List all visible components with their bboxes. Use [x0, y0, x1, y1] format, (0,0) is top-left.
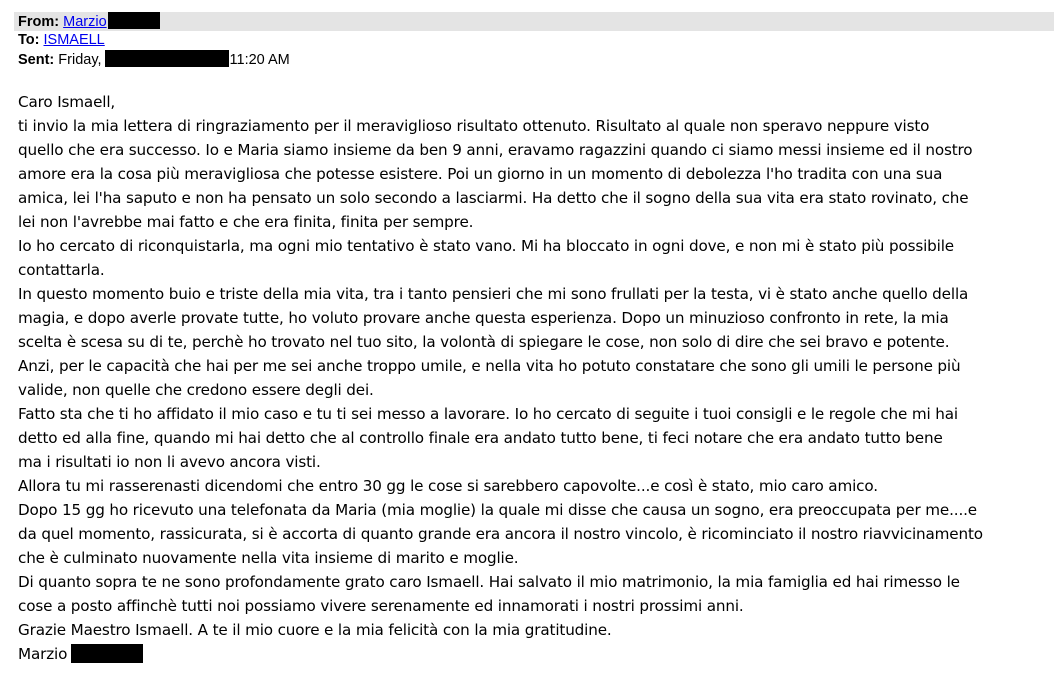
- body-line: lei non l'avrebbe mai fatto e che era finita, finita per sempre.: [18, 213, 474, 231]
- signature: Marzio: [18, 645, 68, 663]
- sent-day: Friday,: [58, 52, 102, 68]
- redaction-bar: [108, 12, 160, 29]
- body-line: cose a posto affinchè tutti noi possiamo vivere serenamente ed innamorati i nostri prossimi anni.: [18, 597, 744, 615]
- sent-time: 11:20 AM: [229, 52, 290, 68]
- body-line: magia, e dopo averle provate tutte, ho voluto provare anche questa esperienza. Dopo un minuzioso confronto in rete, la mia: [18, 309, 949, 327]
- body-line: Io ho cercato di riconquistarla, ma ogni mio tentativo è stato vano. Mi ha bloccato in ogni dove, e non mi è stato più possibile: [18, 237, 955, 255]
- redaction-bar: [71, 644, 143, 663]
- body-line: Di quanto sopra te ne sono profondamente grato caro Ismaell. Hai salvato il mio matrimonio, la mia famiglia ed hai rimesso le: [18, 573, 960, 591]
- body-line: da quel momento, rassicurata, si è accorta di quanto grande era ancora il nostro vincolo, è ricominciato il nostro riavvicinamento: [18, 525, 983, 543]
- body-line: In questo momento buio e triste della mia vita, tra i tanto pensieri che mi sono frullati per la testa, vi è stato anche quello della: [18, 285, 969, 303]
- body-line: scelta è scesa su di te, perchè ho trovato nel tuo sito, la volontà di spiegare le cose, non solo di dire che sei bravo e potente.: [18, 333, 950, 351]
- from-row: [14, 12, 1054, 31]
- to-label: To:: [18, 32, 40, 48]
- body-line: Dopo 15 gg ho ricevuto una telefonata da Maria (mia moglie) la quale mi disse che causa un sogno, era preoccupata per me....e: [18, 501, 977, 519]
- signature-line: [18, 642, 1058, 666]
- sent-row: [14, 50, 1054, 69]
- to-row: [14, 31, 1054, 50]
- body-line: che è culminato nuovamente nella vita insieme di marito e moglie.: [18, 549, 519, 567]
- from-label: From:: [18, 14, 60, 30]
- body-line: Caro Ismaell,: [18, 93, 116, 111]
- body-line: Grazie Maestro Ismaell. A te il mio cuore e la mia felicità con la mia gratitudine.: [18, 621, 612, 639]
- body-line: Anzi, per le capacità che hai per me sei anche troppo umile, e nella vita ho potuto constatare che sono gli umili le persone più: [18, 357, 961, 375]
- body-line: detto ed alla fine, quando mi hai detto che al controllo finale era andato tutto bene, ti feci notare che era andato tutto bene: [18, 429, 943, 447]
- body-line: amica, lei l'ha saputo e non ha pensato un solo secondo a lasciarmi. Ha detto che il sogno della sua vita era stato rovinato, che: [18, 189, 969, 207]
- from-link[interactable]: Marzio: [63, 14, 107, 30]
- body-line: amore era la cosa più meravigliosa che potesse esistere. Poi un giorno in un momento di debolezza l'ho tradita con una sua: [18, 165, 943, 183]
- body-line: ma i risultati io non li avevo ancora visti.: [18, 453, 321, 471]
- body-line: Allora tu mi rasserenasti dicendomi che entro 30 gg le cose si sarebbero capovolte...e così è stato, mio caro amico.: [18, 477, 878, 495]
- body-line: Fatto sta che ti ho affidato il mio caso e tu ti sei messo a lavorare. Io ho cercato di seguite i tuoi consigli e le regole che mi hai: [18, 405, 958, 423]
- email-header: [14, 12, 1054, 69]
- body-line: ti invio la mia lettera di ringraziamento per il meraviglioso risultato ottenuto. Risultato al quale non speravo neppure visto: [18, 117, 930, 135]
- to-link[interactable]: ISMAELL: [43, 32, 105, 48]
- body-line: valide, non quelle che credono essere degli dei.: [18, 381, 374, 399]
- body-line: contattarla.: [18, 261, 105, 279]
- email-body: [18, 90, 1058, 666]
- body-line: quello che era successo. Io e Maria siamo insieme da ben 9 anni, eravamo ragazzini quando ci siamo messi insieme ed il nostro: [18, 141, 973, 159]
- sent-label: Sent:: [18, 52, 55, 68]
- redaction-bar: [105, 50, 229, 67]
